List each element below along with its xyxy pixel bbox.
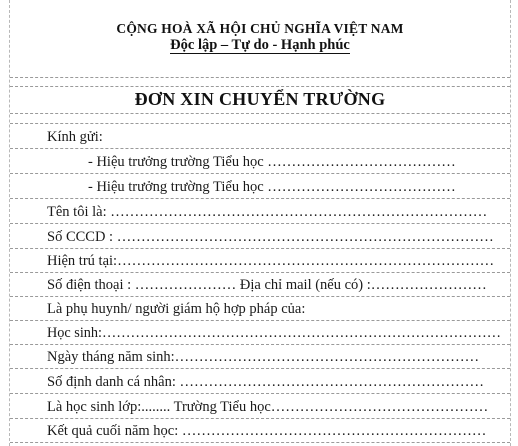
field-student-name: Học sinh:………………………………………………………………………… <box>47 325 502 341</box>
row-divider <box>10 272 510 273</box>
field-guardian: Là phụ huynh/ người giám hộ hợp pháp của: <box>47 301 306 317</box>
row-divider <box>10 248 510 249</box>
national-title: CỘNG HOÀ XÃ HỘI CHỦ NGHĨA VIỆT NAM <box>116 21 404 36</box>
row-divider <box>10 86 510 87</box>
row-divider <box>10 344 510 345</box>
addressee-label: Kính gửi: <box>47 129 103 145</box>
field-full-name: Tên tôi là: …………………………………………………………………… <box>47 204 488 220</box>
row-divider <box>10 442 510 443</box>
recipient-principal-2: - Hiệu trưởng trường Tiểu học ………………………………… <box>88 179 456 195</box>
form-title: ĐƠN XIN CHUYỂN TRƯỜNG <box>134 89 386 109</box>
row-divider <box>10 223 510 224</box>
row-divider <box>10 393 510 394</box>
national-motto <box>10 37 510 54</box>
field-residence: Hiện trú tại:…………………………………………………………………… <box>47 253 495 269</box>
field-class-school: Là học sinh lớp:........ Trường Tiểu học……………………………………… <box>47 399 489 415</box>
motto-text: Độc lập – Tự do - Hạnh phúc <box>170 37 350 53</box>
row-divider <box>10 320 510 321</box>
row-divider <box>10 148 510 149</box>
field-date-of-birth: Ngày tháng năm sinh:……………………………………………………… <box>47 349 480 365</box>
row-divider <box>10 198 510 199</box>
row-divider <box>10 173 510 174</box>
row-divider <box>10 368 510 369</box>
field-id-number: Số CCCD : …………………………………………………………………… <box>47 229 494 245</box>
field-phone-email: Số điện thoại : ………………… Địa chỉ mail (nếu có) :…………………… <box>47 277 487 293</box>
row-divider <box>10 296 510 297</box>
recipient-principal-1: - Hiệu trưởng trường Tiểu học ………………………………… <box>88 154 456 170</box>
row-divider <box>10 77 510 78</box>
row-divider <box>10 418 510 419</box>
table-right-border <box>510 0 511 446</box>
row-divider <box>10 113 510 114</box>
field-year-result: Kết quả cuối năm học: ……………………………………………………… <box>47 423 487 439</box>
row-divider <box>10 123 510 124</box>
field-personal-id: Số định danh cá nhân: ……………………………………………………… <box>47 374 484 390</box>
